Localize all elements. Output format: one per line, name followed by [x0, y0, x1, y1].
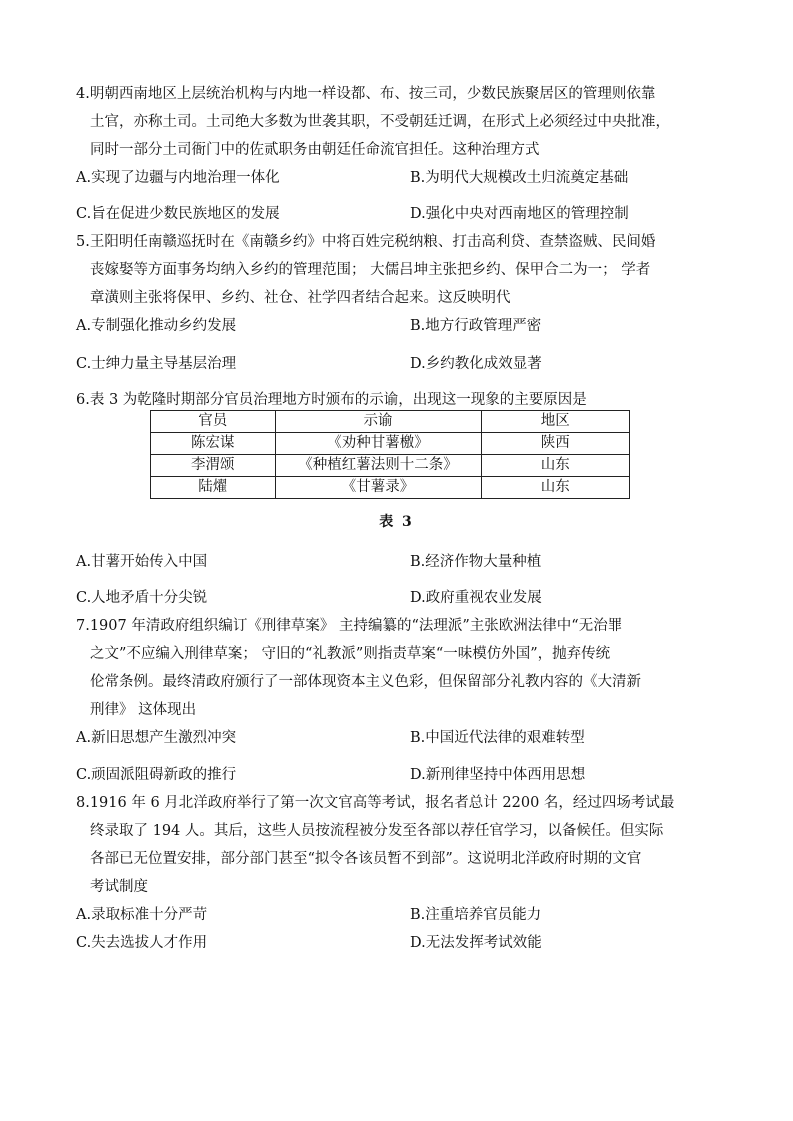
q4-option-d[interactable]: D.强化中央对西南地区的管理控制 — [410, 206, 629, 222]
stem-line: 土官，亦称土司。土司绝大多数为世袭其职，不受朝廷迁调，在形式上必须经过中央批准， — [90, 114, 670, 130]
q4-option-a[interactable]: A.实现了边疆与内地治理一体化 — [76, 170, 280, 186]
stem-line: 8.1916 年 6 月北洋政府举行了第一次文官高等考试，报名者总计 2200 名，经过四场考试最 — [76, 795, 675, 811]
stem-line: 6.表 3 为乾隆时期部分官员治理地方时颁布的示谕，出现这一现象的主要原因是 — [76, 392, 587, 408]
q6-option-a[interactable]: A.甘薯开始传入中国 — [76, 554, 208, 570]
table-header-cell: 地区 — [481, 411, 630, 433]
q5-option-a[interactable]: A.专制强化推动乡约发展 — [76, 318, 237, 334]
table-cell: 陈宏谋 — [151, 433, 276, 455]
q8-option-d[interactable]: D.无法发挥考试效能 — [410, 935, 542, 951]
q7-option-a[interactable]: A.新旧思想产生激烈冲突 — [76, 730, 237, 746]
question-8-stem — [76, 789, 726, 901]
table-row — [151, 455, 630, 477]
q7-option-b[interactable]: B.中国近代法律的艰难转型 — [410, 730, 585, 746]
table-cell: 《种植红薯法则十二条》 — [275, 455, 481, 477]
q4-option-c[interactable]: C.旨在促进少数民族地区的发展 — [76, 206, 280, 222]
table-caption: 表 3 — [379, 514, 414, 530]
stem-line: 考试制度 — [90, 879, 148, 895]
table-cell: 《甘薯录》 — [275, 477, 481, 499]
stem-line: 刑律》 这体现出 — [90, 702, 197, 718]
table-3 — [150, 410, 630, 499]
stem-line: 5.王阳明任南赣巡抚时在《南赣乡约》中将百姓完税纳粮、打击高利贷、查禁盗贼、民间婚 — [76, 234, 656, 250]
table-cell: 山东 — [481, 455, 630, 477]
q8-option-c[interactable]: C.失去选拔人才作用 — [76, 935, 208, 951]
q8-option-b[interactable]: B.注重培养官员能力 — [410, 907, 542, 923]
stem-line: 终录取了 194 人。其后，这些人员按流程被分发至各部以荐任官学习，以备候任。但实际 — [90, 823, 664, 839]
q8-option-a[interactable]: A.录取标准十分严苛 — [76, 907, 208, 923]
q6-option-d[interactable]: D.政府重视农业发展 — [410, 590, 542, 606]
stem-line: 7.1907 年清政府组织编订《刑律草案》 主持编纂的“法理派”主张欧洲法律中“无治罪 — [76, 618, 623, 634]
table-cell: 李渭颂 — [151, 455, 276, 477]
question-5-stem — [76, 228, 726, 312]
stem-line: 4.明朝西南地区上层统治机构与内地一样设都、布、按三司，少数民族聚居区的管理则依靠 — [76, 86, 656, 102]
q5-option-b[interactable]: B.地方行政管理严密 — [410, 318, 542, 334]
table-cell: 陕西 — [481, 433, 630, 455]
table-cell: 山东 — [481, 477, 630, 499]
q7-option-d[interactable]: D.新刑律坚持中体西用思想 — [410, 767, 586, 783]
table-row — [151, 433, 630, 455]
stem-line: 同时一部分土司衙门中的佐贰职务由朝廷任命流官担任。这种治理方式 — [90, 142, 540, 158]
stem-line: 章潢则主张将保甲、乡约、社仓、社学四者结合起来。这反映明代 — [90, 290, 511, 306]
stem-line: 之文”不应编入刑律草案； 守旧的“礼教派”则指责草案“一味模仿外国”，抛弃传统 — [90, 646, 611, 662]
q5-option-c[interactable]: C.士绅力量主导基层治理 — [76, 356, 237, 372]
table-row — [151, 477, 630, 499]
table-cell: 《劝种甘薯檄》 — [275, 433, 481, 455]
table-header-row — [151, 411, 630, 433]
stem-line: 各部已无位置安排，部分部门甚至“拟令各该员暂不到部”。这说明北洋政府时期的文官 — [90, 851, 642, 867]
question-4-stem — [76, 80, 726, 164]
table-cell: 陆燿 — [151, 477, 276, 499]
table-header-cell: 示谕 — [275, 411, 481, 433]
q6-option-b[interactable]: B.经济作物大量种植 — [410, 554, 542, 570]
question-7-stem — [76, 612, 726, 724]
stem-line: 丧嫁娶等方面事务均纳入乡约的管理范围； 大儒吕坤主张把乡约、保甲合二为一； 学者 — [90, 262, 651, 278]
q4-option-b[interactable]: B.为明代大规模改土归流奠定基础 — [410, 170, 629, 186]
q6-option-c[interactable]: C.人地矛盾十分尖锐 — [76, 590, 208, 606]
table-header-cell: 官员 — [151, 411, 276, 433]
q7-option-c[interactable]: C.顽固派阻碍新政的推行 — [76, 767, 237, 783]
stem-line: 伦常条例。最终清政府颁行了一部体现资本主义色彩，但保留部分礼教内容的《大清新 — [90, 674, 641, 690]
q5-option-d[interactable]: D.乡约教化成效显著 — [410, 356, 542, 372]
